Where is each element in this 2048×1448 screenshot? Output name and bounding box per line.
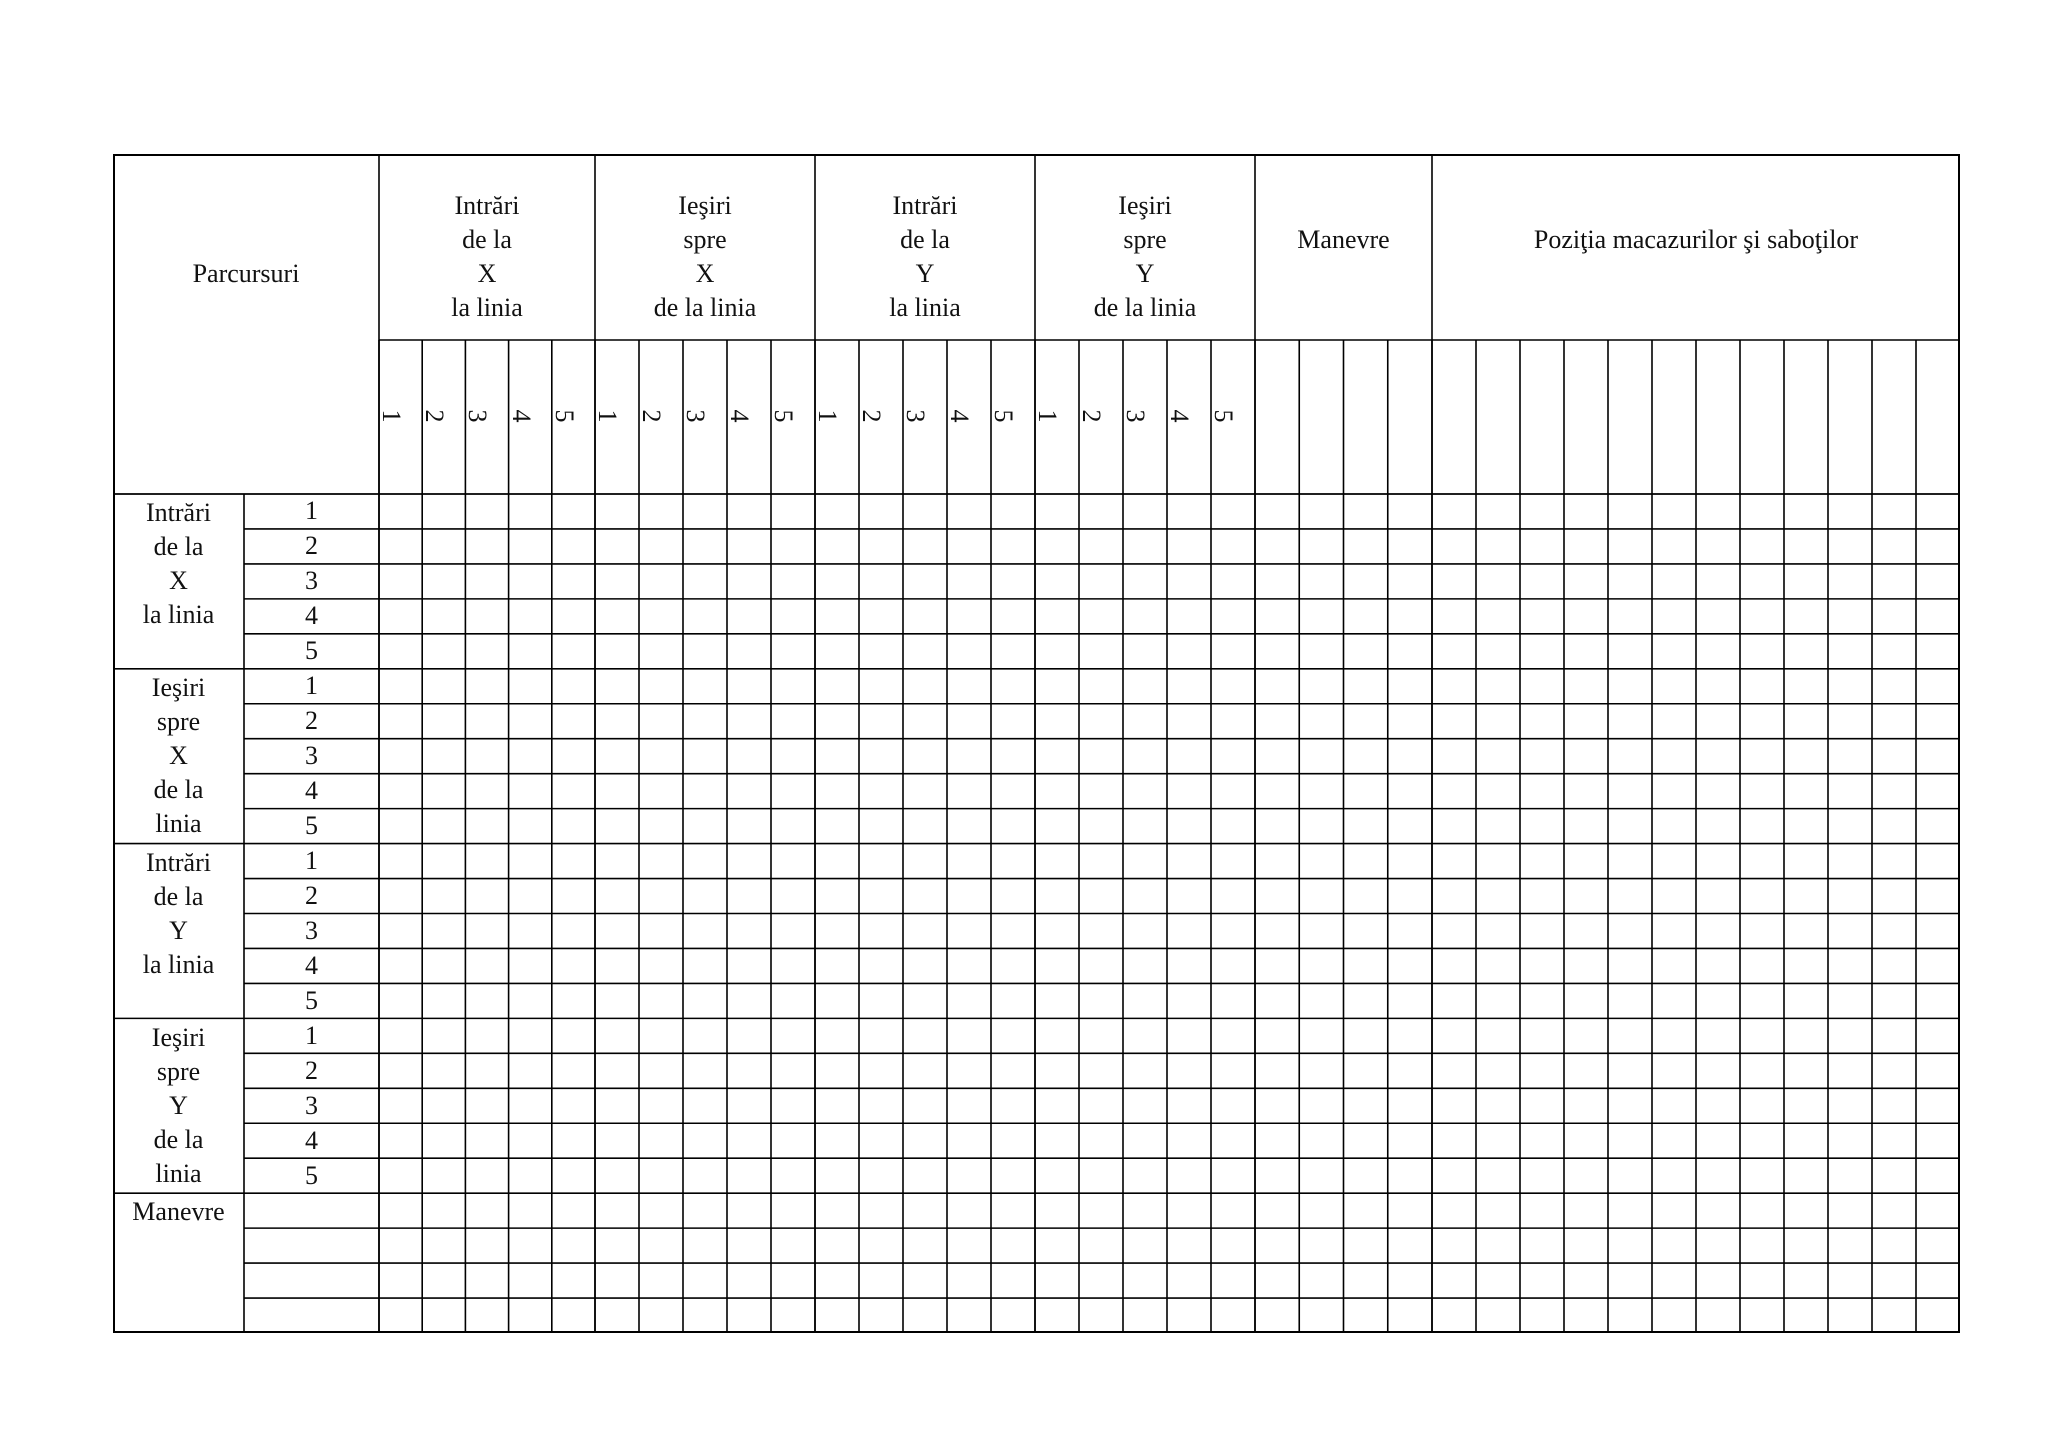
column-number: 2 xyxy=(1077,409,1106,423)
row-group-label: Ieşiri spre X de la linia xyxy=(151,673,206,839)
column-number: 3 xyxy=(1121,409,1150,423)
column-number: 1 xyxy=(813,409,842,423)
column-number: 4 xyxy=(506,409,536,423)
column-number: 4 xyxy=(725,409,754,423)
row-number: 5 xyxy=(305,985,318,1015)
row-number: 1 xyxy=(305,1020,318,1050)
row-number: 3 xyxy=(305,1090,318,1120)
row-number: 4 xyxy=(305,950,318,980)
row-number: 5 xyxy=(305,1160,318,1190)
column-group-label: Poziţia macazurilor şi saboţilor xyxy=(1533,225,1859,254)
corner-label: Parcursuri xyxy=(192,259,300,288)
column-group-label: Intrări de la X la linia xyxy=(451,191,523,322)
parcursuri-table xyxy=(113,154,1960,1333)
row-number: 1 xyxy=(305,671,318,701)
column-number: 3 xyxy=(463,409,493,423)
row-group-label: Intrări de la X la linia xyxy=(142,498,215,629)
column-group-label: Intrări de la Y la linia xyxy=(889,191,961,322)
row-number: 2 xyxy=(305,706,318,736)
column-number: 2 xyxy=(420,409,450,423)
column-number: 1 xyxy=(1033,409,1062,423)
column-group-label: Manevre xyxy=(1297,225,1390,254)
table-border xyxy=(114,155,1959,1332)
table-grid xyxy=(113,154,1960,1333)
row-number: 5 xyxy=(305,636,318,666)
column-number: 1 xyxy=(593,409,622,423)
row-number: 3 xyxy=(305,566,318,596)
row-number: 4 xyxy=(305,1125,318,1155)
row-number: 2 xyxy=(305,531,318,561)
column-number: 2 xyxy=(637,409,666,423)
row-number: 2 xyxy=(305,1055,318,1085)
column-number: 3 xyxy=(901,409,930,423)
row-group-label: Manevre xyxy=(132,1197,225,1227)
column-number: 5 xyxy=(769,409,798,423)
row-number: 3 xyxy=(305,915,318,945)
row-number: 4 xyxy=(305,776,318,806)
column-number: 3 xyxy=(681,409,710,423)
column-number: 4 xyxy=(945,409,974,423)
column-group-label: Ieşiri spre Y de la linia xyxy=(1093,191,1197,322)
row-number: 4 xyxy=(305,601,318,631)
column-number: 1 xyxy=(377,409,406,423)
row-number: 2 xyxy=(305,881,318,911)
column-number: 4 xyxy=(1165,409,1194,423)
row-number: 1 xyxy=(305,846,318,876)
column-number: 5 xyxy=(989,409,1018,423)
row-number: 5 xyxy=(305,811,318,841)
column-number: 5 xyxy=(1209,409,1238,423)
column-number: 2 xyxy=(857,409,886,423)
column-group-label: Ieşiri spre X de la linia xyxy=(653,191,757,322)
row-group-label: Intrări de la Y la linia xyxy=(142,847,215,979)
row-group-label: Ieşiri spre Y de la linia xyxy=(151,1022,206,1188)
row-number: 1 xyxy=(305,496,318,526)
row-number: 3 xyxy=(305,741,318,771)
column-number: 5 xyxy=(549,409,579,423)
